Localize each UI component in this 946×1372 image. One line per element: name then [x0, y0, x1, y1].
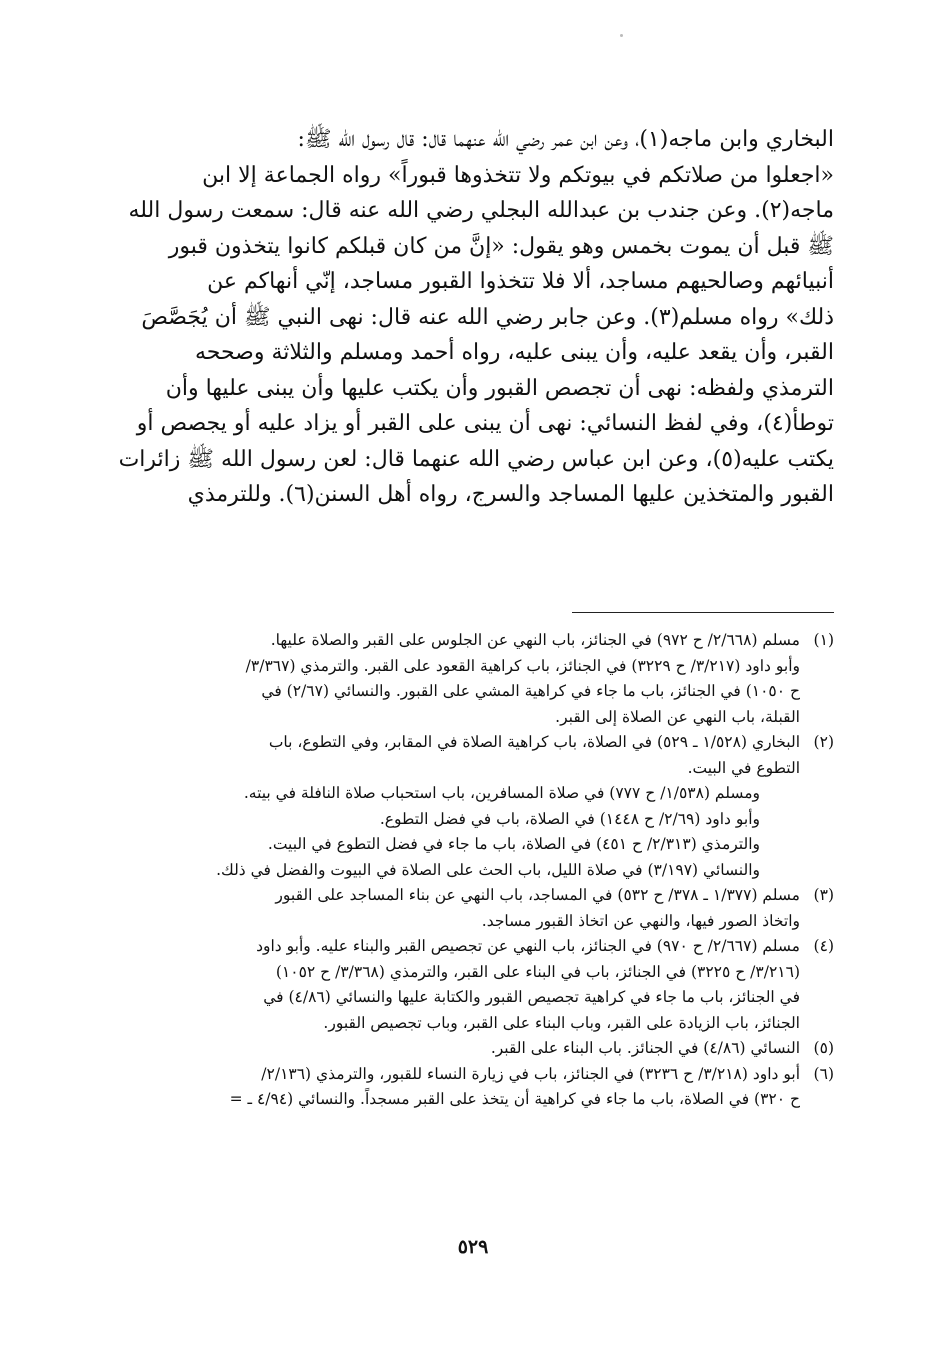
footnote-line: التطوع في البيت. [687, 758, 800, 777]
footnote-number: (٤) [813, 937, 834, 955]
footnote-line: مسلم (١/٣٧٧ ـ ٣٧٨/ ح ٥٣٢) في المساجد، باب النهي عن بناء المساجد على القبور [275, 886, 800, 904]
footnote [112, 1062, 834, 1113]
body-line: أنبيائهم وصالحيهم مساجد، ألا فلا تتخذوا القبور مساجد، إنّي أنهاكم عن [207, 269, 834, 294]
footnote-number: (٦) [813, 1064, 834, 1083]
body-line: «اجعلوا من صلاتكم في بيوتكم ولا تتخذوها قبوراً» رواه الجماعة إلا ابن [202, 162, 834, 188]
footnote-line: وأبو داود (٣/٢١٧/ ح ٣٢٢٩) في الجنائز، باب كراهية القعود على القبر. والترمذي (٣/٣٦٧/ [245, 656, 800, 675]
footnotes-section [112, 628, 834, 1113]
body-line: الترمذي ولفظه: نهى أن تجصص القبور وأن يكتب عليها وأن يبنى عليها وأن [165, 375, 834, 401]
footnote-line: والنسائي (٣/١٩٧) في صلاة الليل، باب الحث على الصلاة في البيوت والفضل في ذلك. [216, 860, 760, 879]
body-line: ذلك» رواه مسلم(٣). وعن جابر رضي الله عنه قال: نهى النبي ﷺ أن يُجَصَّصَ [141, 304, 834, 330]
page-number: ٥٢٩ [457, 1236, 489, 1258]
footnote-number: (٣) [813, 886, 834, 904]
footnote [112, 628, 834, 730]
body-line: توطأ(٤)، وفي لفظ النسائي: نهى أن يبنى على القبر أو يزاد عليه أو يجصص أو [136, 411, 834, 436]
footnote-line: وأبو داود (٢/٦٩/ ح ١٤٤٨) في الصلاة، باب في فضل التطوع. [379, 809, 760, 828]
footnote-line: ح ٣٢٠) في الصلاة، باب ما جاء في كراهية أن يتخذ على القبر مسجداً. والنسائي (٤/٩٤ ـ = [229, 1090, 800, 1108]
footnote-line: (٣/٢١٦/ ح ٣٢٢٥) في الجنائز، باب في البناء على القبر، والترمذي (٣/٣٦٨/ ح ١٠٥٢) [275, 962, 800, 981]
footnote-line: الجنائز، باب الزيادة على القبر، وباب البناء على القبر، وباب تجصيص القبور. [323, 1013, 800, 1032]
body-line: القبور والمتخذين عليها المساجد والسرج، رواه أهل السنن(٦). وللترمذي [187, 482, 834, 507]
footnote [112, 883, 834, 934]
footnote-line: ومسلم (١/٥٣٨/ ح ٧٧٧) في صلاة المسافرين، باب استحباب صلاة النافلة في بيته. [243, 784, 760, 802]
body-line: يكتب عليه(٥)، وعن ابن عباس رضي الله عنهما قال: لعن رسول الله ﷺ زائرات [118, 446, 834, 472]
body-line: ﷺ قبل أن يموت بخمس وهو يقول: «إنَّ من كان قبلكم كانوا يتخذون قبور [168, 233, 834, 259]
footnote-separator [572, 612, 834, 613]
footnote-line: أبو داود (٣/٢١٨/ ح ٣٢٣٦) في الجنائز، باب في زيارة النساء للقبور، والترمذي (٢/١٣٦/ [261, 1064, 800, 1083]
footnote-number: (١) [813, 631, 834, 649]
footnote-line: النسائي (٤/٨٦) في الجنائز. باب البناء على القبر. [490, 1039, 800, 1057]
footnote [112, 1036, 834, 1062]
footnote-line: ح ١٠٥٠) في الجنائز، باب ما جاء في كراهية المشي على القبور. والنسائي (٢/٦٧) في [261, 682, 800, 700]
footnote [112, 730, 834, 883]
scan-speck [620, 34, 623, 37]
main-body-text [114, 122, 834, 513]
footnote-line: في الجنائز، باب ما جاء في كراهية تجصيص القبور والكتابة عليها والنسائي (٤/٨٦) في [263, 988, 800, 1006]
footnote [112, 934, 834, 1036]
footnote-line: البخاري (١/٥٢٨ ـ ٥٢٩) في الصلاة، باب كراهية الصلاة في المقابر، وفي التطوع، باب [268, 733, 800, 751]
footnote-number: (٥) [813, 1039, 834, 1057]
body-line: القبر، وأن يقعد عليه، وأن يبنى عليه، رواه أحمد ومسلم والثلاثة وصححه [194, 340, 834, 365]
footnote-number: (٢) [813, 733, 834, 751]
body-line: البخاري وابن ماجه(١)، وعن ابن عمر رضي الله عنهما قال: قال رسول الله ﷺ: [297, 127, 834, 152]
footnote-line: مسلم (٢/٦٦٨/ ح ٩٧٢) في الجنائز، باب النهي عن الجلوس على القبر والصلاة عليها. [270, 631, 800, 649]
footnote-line: واتخاذ الصور فيها، والنهي عن اتخاذ القبور مساجد. [481, 911, 800, 930]
footnote-line: القبلة، باب النهي عن الصلاة إلى القبر. [555, 707, 800, 726]
footnote-line: والترمذي (٢/٣١٣/ ح ٤٥١) في الصلاة، باب ما جاء في فضل التطوع في البيت. [267, 835, 760, 853]
footnote-line: مسلم (٢/٦٦٧/ ح ٩٧٠) في الجنائز، باب النهي عن تجصيص القبر والبناء عليه. وأبو داود [256, 937, 800, 955]
body-line: ماجه(٢). وعن جندب بن عبدالله البجلي رضي الله عنه قال: سمعت رسول الله [128, 198, 834, 223]
